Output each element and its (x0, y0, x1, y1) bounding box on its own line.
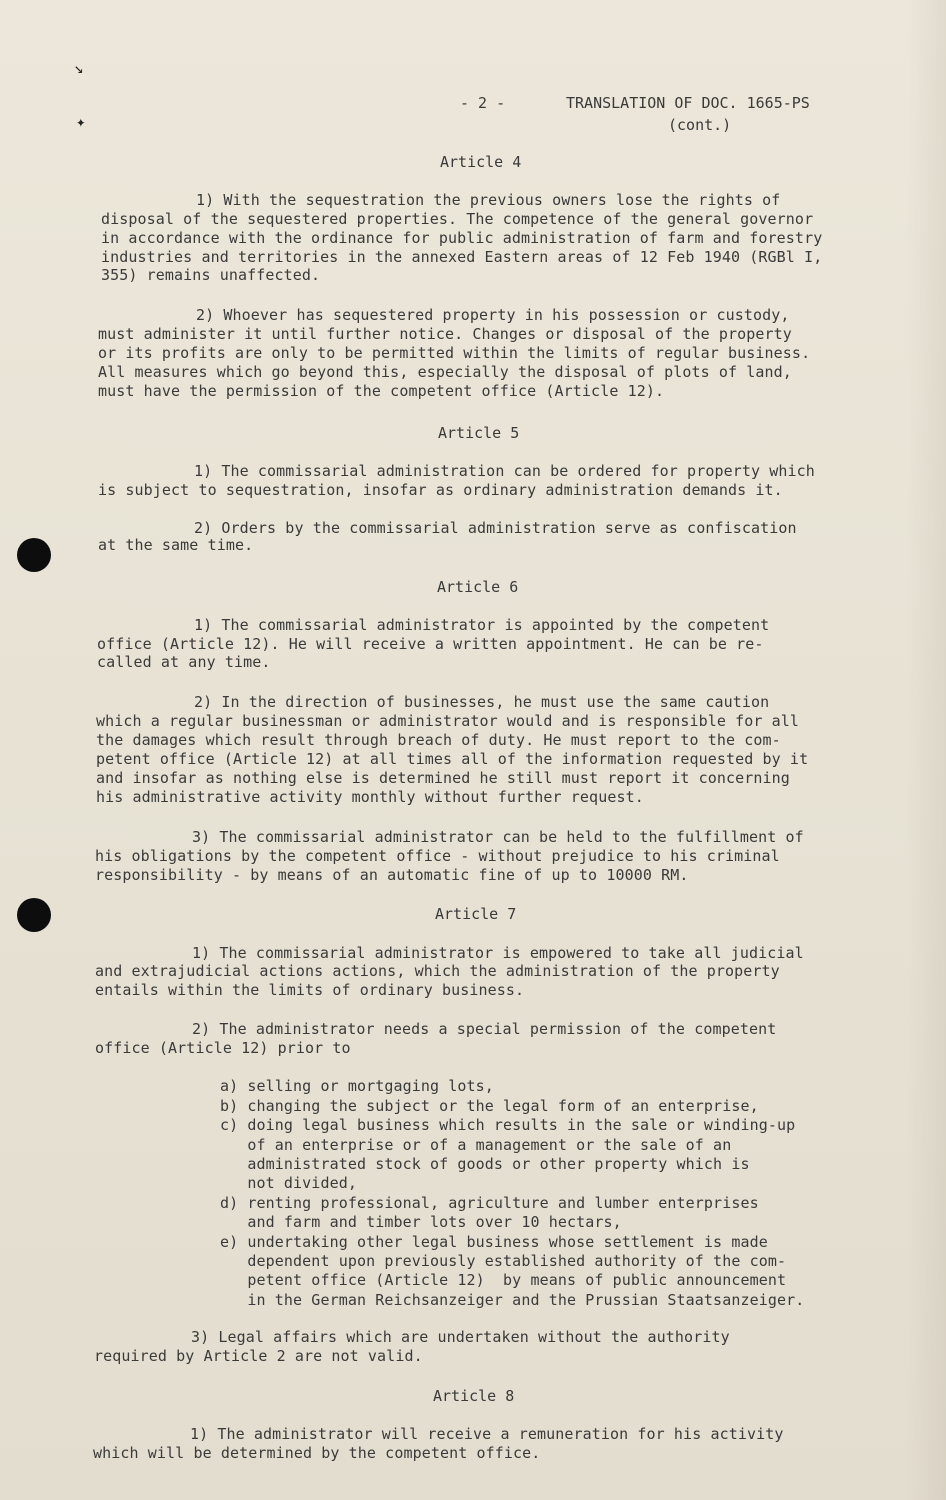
text-line: called at any time. (97, 653, 271, 671)
margin-tick-mark: ↘ (74, 58, 84, 77)
list-item: not divided, (220, 1174, 357, 1192)
list-item: in the German Reichsanzeiger and the Prussian Staatsanzeiger. (220, 1291, 805, 1309)
text-line: his administrative activity monthly without further request. (96, 788, 644, 806)
text-line: in accordance with the ordinance for public administration of farm and forestry (101, 229, 823, 247)
text-line: office (Article 12). He will receive a written appointment. He can be re- (97, 635, 764, 653)
list-item: petent office (Article 12) by means of public announcement (220, 1271, 787, 1289)
text-line: 1) With the sequestration the previous owners lose the rights of (196, 191, 781, 209)
list-item: b) changing the subject or the legal form of an enterprise, (220, 1097, 759, 1115)
text-line: industries and territories in the annexed Eastern areas of 12 Feb 1940 (RGBl I, (101, 248, 823, 266)
text-line: 2) In the direction of businesses, he must use the same caution (194, 693, 770, 711)
text-line: 3) The commissarial administrator can be held to the fulfillment of (192, 828, 804, 846)
list-item: a) selling or mortgaging lots, (220, 1077, 494, 1095)
article-7-heading: Article 7 (435, 905, 517, 923)
text-line: 1) The commissarial administrator is appointed by the competent (194, 616, 770, 634)
list-item: and farm and timber lots over 10 hectars, (220, 1213, 622, 1231)
text-line: entails within the limits of ordinary business. (95, 981, 525, 999)
article-4-heading: Article 4 (440, 153, 522, 171)
text-line: at the same time. (98, 536, 254, 554)
list-item: c) doing legal business which results in the sale or winding-up (220, 1116, 796, 1134)
list-item: d) renting professional, agriculture and lumber enterprises (220, 1194, 759, 1212)
page-number: - 2 - (460, 94, 506, 112)
continued-label: (cont.) (668, 116, 732, 134)
text-line: which will be determined by the competent office. (93, 1444, 541, 1462)
text-line: which a regular businessman or administrator would and is responsible for all (96, 712, 800, 730)
list-item: of an enterprise or of a management or the sale of an (220, 1136, 732, 1154)
text-line: 1) The commissarial administration can be ordered for property which (194, 462, 815, 480)
text-line: 2) The administrator needs a special permission of the competent (192, 1020, 777, 1038)
article-5-heading: Article 5 (438, 424, 520, 442)
text-line: must have the permission of the competent office (Article 12). (98, 382, 665, 400)
text-line: office (Article 12) prior to (95, 1039, 351, 1057)
punch-hole (17, 538, 51, 572)
text-line: required by Article 2 are not valid. (94, 1347, 423, 1365)
text-line: disposal of the sequestered properties. The competence of the general governor (101, 210, 814, 228)
article-8-heading: Article 8 (433, 1387, 515, 1405)
text-line: the damages which result through breach of duty. He must report to the com- (96, 731, 781, 749)
text-line: and extrajudicial actions actions, which the administration of the property (95, 962, 780, 980)
text-line: 355) remains unaffected. (101, 266, 321, 284)
text-line: must administer it until further notice. Changes or disposal of the property (98, 325, 792, 343)
article-6-heading: Article 6 (437, 578, 519, 596)
text-line: 1) The commissarial administrator is empowered to take all judicial (192, 944, 804, 962)
text-line: or its profits are only to be permitted within the limits of regular business. (98, 344, 811, 362)
list-item: e) undertaking other legal business whose settlement is made (220, 1233, 768, 1251)
text-line: All measures which go beyond this, especially the disposal of plots of land, (98, 363, 792, 381)
text-line: 2) Whoever has sequestered property in his possession or custody, (196, 306, 790, 324)
text-line: petent office (Article 12) at all times all of the information requested by it (96, 750, 809, 768)
list-item: administrated stock of goods or other property which is (220, 1155, 750, 1173)
text-line: 1) The administrator will receive a remuneration for his activity (190, 1425, 784, 1443)
text-line: is subject to sequestration, insofar as ordinary administration demands it. (98, 481, 783, 499)
punch-hole (17, 898, 51, 932)
list-item: dependent upon previously established authority of the com- (220, 1252, 787, 1270)
document-title: TRANSLATION OF DOC. 1665-PS (566, 94, 810, 112)
text-line: and insofar as nothing else is determined he still must report it concerning (96, 769, 790, 787)
margin-tick-mark: ✦ (76, 112, 86, 131)
text-line: 3) Legal affairs which are undertaken without the authority (191, 1328, 730, 1346)
page-edge-shadow (906, 0, 946, 1500)
text-line: 2) Orders by the commissarial administration serve as confiscation (194, 519, 797, 537)
text-line: responsibility - by means of an automatic fine of up to 10000 RM. (95, 866, 689, 884)
text-line: his obligations by the competent office - without prejudice to his criminal (95, 847, 780, 865)
